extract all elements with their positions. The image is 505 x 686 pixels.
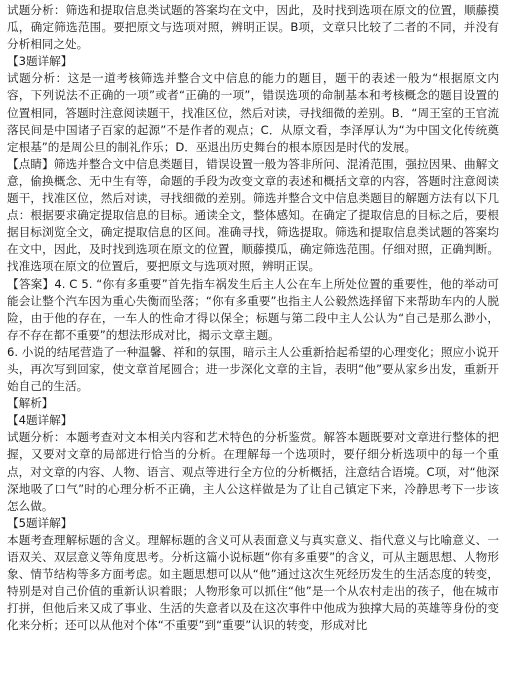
heading-q5-analysis: 【5题详解】: [7, 515, 73, 530]
heading-q3-analysis: 【3题详解】: [7, 54, 73, 69]
q5-analysis: 本题考查理解标题的含义。理解标题的含义可从表面意义与真实意义、指代意义与比喻意义、一语双关、双层意义等角度思考。分析这篇小说标题“你有多重要”的含义，可从主题思想、人物形象、情节结构等多方面考虑。如主题思想可以从“他”通过这次生死经历发生的生活态度的转变，特别是对自己价值的重新认识着眼；人物形象可以抓住“他”是一个从农村走出的孩子，他在城市打拼，但他后来又成了事业、生活的失意者以及在这次事件中他成为独撑大局的英雄等身份的变化来分析；还可以从他对个体“不重要”到“重要”认识的转变，形成对比: [7, 532, 499, 633]
heading-q4-analysis: 【4题详解】: [7, 413, 73, 428]
q4-analysis: 试题分析：本题考查对文本相关内容和艺术特色的分析鉴赏。解答本题既要对文章进行整体的把握，又要对文章的局部进行恰当的分析。在理解每一个选项时，要仔细分析选项中的每一个重点，对文章的内容、人物、语言、观点等进行全方位的分析概括，注意结合语境。C项，对“他深深地吸了口气”时的心理分析不正确，主人公这样做是为了让自己镇定下来，冷静思考下一步该怎么做。: [7, 430, 499, 513]
q3-analysis: 试题分析：这是一道考核筛选并整合文中信息的能力的题目，题干的表述一般为“根据原文内容，下列说法不正确的一项”或者“正确的一项”，错误选项的命制基本和考核概念的题目设置的位置相同，答题时注意阅读题干，找准区位，然后对读，寻找细微的差别。B．“周王室的王官流落民间是中国诸子百家的起源”不是作者的观点；C．从原文看，李泽厚认为“为中国文化传统奠定根基”的是周公旦的制礼作乐；D．巫退出历史舞台的根本原因是时代的发展。: [7, 71, 499, 154]
heading-analysis: 【解析】: [7, 396, 54, 411]
analysis-continued: 试题分析：筛选和提取信息类试题的答案均在文中，因此，及时找到选项在原文的位置，顺藤摸瓜，确定筛选范围。要把原文与选项对照，辨明正误。B项，文章只比较了二者的不同，并没有分析相同之处。: [7, 3, 499, 52]
tips-section: 【点睛】筛选并整合文中信息类题目，错误设置一般为答非所问、混淆范围，强拉因果、曲解文意，偷换概念、无中生有等，命题的手段为改变文章的表述和概括文章的内容，答题时注意阅读题干，找准区位，然后对读，寻找细微的差别。筛选并整合文中信息类题目的解题方法有以下几点：根据要求确定提取信息的目标。通读全文，整体感知。在确定了提取信息的目标之后，要根据目标浏览全文，确定提取信息的区间。准确寻找，筛选提取。筛选和提取信息类试题的答案均在文中，因此，及时找到选项在原文的位置，顺藤摸瓜，确定筛选范围。仔细对照，正确判断。找准选项在原文的位置后，要把原文与选项对照，辨明正误。: [7, 156, 499, 274]
answer-6: 6. 小说的结尾营造了一种温馨、祥和的氛围，暗示主人公重新拾起希望的心理变化；照应小说开头，再次写到回家，使文章首尾圆合；进一步深化文章的主旨，表明“他”要从家乡出发，重新开始自己的生活。: [7, 344, 499, 394]
answer-4-5: 【答案】4. C 5. “你有多重要”首先指车祸发生后主人公在车上所处位置的重要性，他的举动可能会让整个汽车因为重心失衡而坠落；“你有多重要”也指主人公毅然选择留下来帮助车内的人脱险，由于他的存在，一车人的性命才得以保全；标题与第二段中主人公认为“自己是那么渺小，存不存在都不重要”的想法形成对比，揭示文章主题。: [7, 276, 499, 342]
